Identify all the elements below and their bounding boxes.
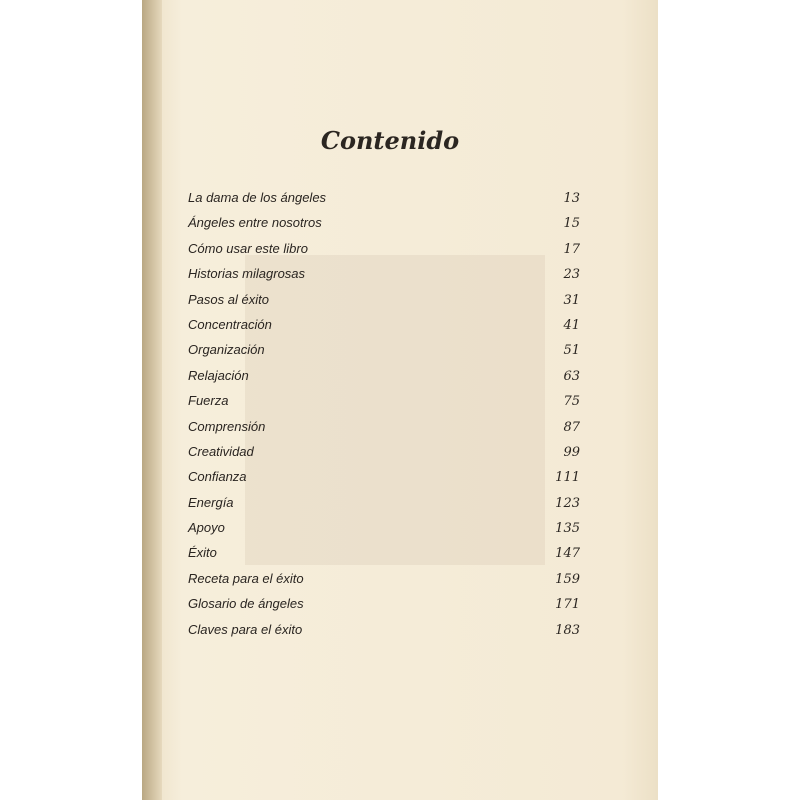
entry-page-number: 51 bbox=[563, 343, 580, 359]
entry-label: Energía bbox=[188, 494, 234, 510]
entry-label: Claves para el éxito bbox=[188, 621, 303, 637]
entry-label: La dama de los ángeles bbox=[188, 190, 327, 205]
entry-label: Apoyo bbox=[188, 520, 225, 536]
entry-page-number: 99 bbox=[563, 444, 580, 460]
entry-page-number: 183 bbox=[555, 622, 580, 638]
toc-entry bbox=[188, 571, 580, 596]
entry-label: Relajación bbox=[188, 367, 249, 383]
toc-entry bbox=[188, 266, 580, 291]
entry-page-number: 135 bbox=[555, 521, 580, 537]
toc-entry bbox=[188, 444, 580, 469]
toc-entry bbox=[188, 469, 580, 494]
toc-entry bbox=[188, 368, 580, 393]
page-title: Contenido bbox=[320, 126, 460, 155]
toc-entry bbox=[188, 292, 580, 317]
toc-entry bbox=[188, 596, 580, 621]
page-spine-shadow bbox=[142, 0, 162, 800]
entry-label: Éxito bbox=[188, 545, 217, 561]
entry-label: Fuerza bbox=[188, 393, 229, 409]
toc-entry bbox=[188, 393, 580, 418]
entry-page-number: 111 bbox=[555, 470, 580, 486]
toc-entry bbox=[188, 215, 580, 240]
toc-entry bbox=[188, 622, 580, 647]
entry-page-number: 147 bbox=[555, 546, 580, 562]
entry-label: Pasos al éxito bbox=[188, 291, 269, 307]
entry-page-number: 87 bbox=[563, 419, 580, 435]
entry-label: Receta para el éxito bbox=[188, 570, 304, 586]
entry-page-number: 15 bbox=[563, 216, 580, 232]
entry-page-number: 159 bbox=[555, 571, 580, 587]
entry-label: Historias milagrosas bbox=[188, 266, 306, 282]
entry-label: Concentración bbox=[188, 316, 272, 332]
entry-page-number: 63 bbox=[563, 368, 580, 384]
entry-page-number: 31 bbox=[563, 292, 580, 308]
toc-entry bbox=[188, 495, 580, 520]
entry-page-number: 171 bbox=[555, 597, 580, 613]
entry-page-number: 23 bbox=[563, 267, 580, 283]
toc-entry bbox=[188, 241, 580, 266]
toc-entry bbox=[188, 190, 580, 215]
table-of-contents bbox=[188, 190, 580, 647]
entry-label: Organización bbox=[188, 342, 265, 358]
entry-label: Cómo usar este libro bbox=[188, 240, 308, 256]
entry-label: Comprensión bbox=[188, 418, 266, 434]
entry-label: Creatividad bbox=[188, 443, 254, 459]
entry-page-number: 17 bbox=[563, 241, 580, 257]
entry-label: Glosario de ángeles bbox=[188, 596, 304, 612]
entry-page-number: 13 bbox=[563, 191, 580, 206]
toc-entry bbox=[188, 317, 580, 342]
toc-entry bbox=[188, 419, 580, 444]
toc-entry bbox=[188, 342, 580, 367]
entry-page-number: 123 bbox=[555, 495, 580, 511]
toc-entry bbox=[188, 520, 580, 545]
entry-label: Confianza bbox=[188, 469, 247, 485]
toc-entry bbox=[188, 545, 580, 570]
entry-label: Ángeles entre nosotros bbox=[188, 215, 322, 231]
entry-page-number: 75 bbox=[563, 394, 580, 410]
entry-page-number: 41 bbox=[563, 317, 580, 333]
